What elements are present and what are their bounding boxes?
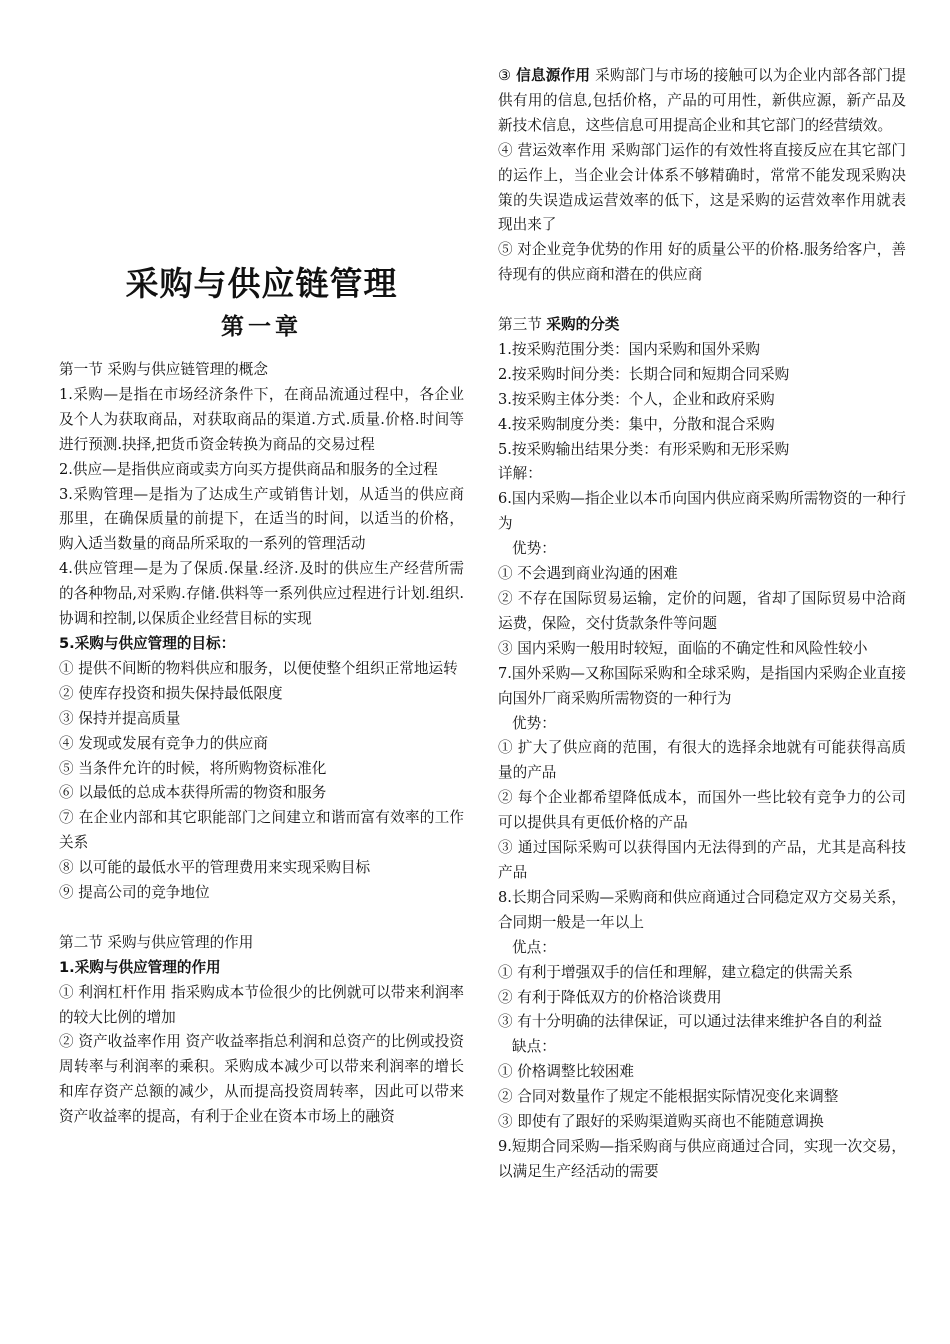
- definition-supply-management: 4.供应管理—是为了保质.保量.经济.及时的供应生产经营所需的各种物品,对采购.存储.供料等一系列供应过程进行计划.组织.协调和控制,以保质企业经营目标的实现: [59, 560, 464, 628]
- list-item: ② 每个企业都希望降低成本，而国外一些比较有竞争力的公司可以提供具有更低价格的产品: [498, 789, 906, 832]
- definition-supply: 2.供应—是指供应商或卖方向买方提供商品和服务的全过程: [59, 460, 438, 478]
- role-profit-leverage: ① 利润杠杆作用 指采购成本节俭很少的比例就可以带来利润率的较大比例的增加: [59, 983, 464, 1026]
- goal-item: ⑨ 提高公司的竞争地位: [59, 884, 210, 902]
- classification-item: 1.按采购范围分类：国内采购和国外采购: [498, 340, 761, 358]
- cons-label: 缺点：: [512, 1038, 556, 1056]
- goals-heading: 5.采购与供应管理的目标：: [59, 634, 236, 652]
- definition-procurement: 1.采购—是指在市场经济条件下，在商品流通过程中，各企业及个人为获取商品，对获取商品的渠道.方式.质量.价格.时间等进行预测.抉择,把货币资金转换为商品的交易过程: [59, 385, 464, 453]
- list-item: ① 不会遇到商业沟通的困难: [498, 565, 678, 583]
- goal-item: ⑦ 在企业内部和其它职能部门之间建立和谐而富有效率的工作关系: [59, 809, 464, 852]
- goal-item: ⑧ 以可能的最低水平的管理费用来实现采购目标: [59, 859, 371, 877]
- role-information-source-label: 信息源作用: [516, 67, 591, 84]
- classification-item: 4.按采购制度分类：集中，分散和混合采购: [498, 415, 775, 433]
- domestic-procurement: 6.国内采购—指企业以本币向国内供应商采购所需物资的一种行为: [498, 490, 906, 533]
- chapter-heading: 第一章: [221, 313, 302, 340]
- right-column: [498, 64, 906, 1185]
- section-3-heading: 第三节 采购的分类: [498, 316, 620, 334]
- classification-item: 5.按采购输出结果分类：有形采购和无形采购: [498, 440, 790, 458]
- list-item: ③ 有十分明确的法律保证，可以通过法律来维护各自的利益: [498, 1013, 883, 1031]
- role-competitive-advantage: ⑤ 对企业竞争优势的作用 好的质量公平的价格.服务给客户，善待现有的供应商和潜在的供应商: [498, 241, 906, 284]
- advantages-label: 优势：: [512, 540, 556, 558]
- section-2-heading: 第二节 采购与供应管理的作用: [59, 933, 254, 951]
- detail-label: 详解：: [498, 465, 542, 483]
- role-operational-efficiency: ④ 营运效率作用 采购部门运作的有效性将直接反应在其它部门的运作上，当企业会计体系不够精确时，常常不能发现采购决策的失误造成运营效率的低下，这是采购的运营效率作用就表现出来了: [498, 141, 906, 234]
- list-item: ③ 国内采购一般用时较短，面临的不确定性和风险性较小: [498, 639, 868, 657]
- goal-item: ⑤ 当条件允许的时候，将所购物资标准化: [59, 759, 327, 777]
- list-item: ① 有利于增强双手的信任和理解，建立稳定的供需关系: [498, 963, 853, 981]
- document-title: 采购与供应链管理: [125, 264, 398, 303]
- goal-item: ④ 发现或发展有竞争力的供应商: [59, 734, 268, 752]
- list-item: ① 扩大了供应商的范围，有很大的选择余地就有可能获得高质量的产品: [498, 739, 906, 782]
- roles-heading: 1.采购与供应管理的作用: [59, 958, 221, 976]
- list-item: ② 有利于降低双方的价格洽谈费用: [498, 988, 722, 1006]
- advantages-label: 优势：: [512, 714, 556, 732]
- pros-label: 优点：: [512, 938, 556, 956]
- classification-item: 3.按采购主体分类：个人，企业和政府采购: [498, 390, 775, 408]
- role-information-source: ③ 信息源作用 采购部门与市场的接触可以为企业内部各部门提供有用的信息,包括价格，产品的可用性，新供应源，新产品及新技术信息，这些信息可用提高企业和其它部门的经营绩效。: [498, 67, 906, 134]
- list-item: ③ 通过国际采购可以获得国内无法得到的产品，尤其是高科技产品: [498, 839, 906, 881]
- list-item: ③ 即使有了跟好的采购渠道购买商也不能随意调换: [498, 1113, 824, 1131]
- list-item: ② 不存在国际贸易运输，定价的问题，省却了国际贸易中洽商运费，保险，交付货款条件等问题: [498, 590, 906, 632]
- definition-procurement-management: 3.采购管理—是指为了达成生产或销售计划，从适当的供应商那里，在确保质量的前提下，在适当的时间，以适当的价格，购入适当数量的商品所采取的一系列的管理活动: [59, 485, 464, 553]
- left-column: [59, 64, 464, 1130]
- goal-item: ③ 保持并提高质量: [59, 709, 181, 727]
- goal-item: ⑥ 以最低的总成本获得所需的物资和服务: [59, 784, 327, 802]
- section-1-heading: 第一节 采购与供应链管理的概念: [59, 361, 268, 378]
- list-item: ① 价格调整比较困难: [498, 1063, 634, 1081]
- classification-item: 2.按采购时间分类：长期合同和短期合同采购: [498, 365, 790, 383]
- short-term-contract: 9.短期合同采购—指采购商与供应商通过合同，实现一次交易，以满足生产经活动的需要: [498, 1137, 906, 1180]
- international-procurement: 7.国外采购—又称国际采购和全球采购，是指国内采购企业直接向国外厂商采购所需物资的一种行为: [498, 664, 906, 707]
- goal-item: ① 提供不间断的物料供应和服务，以便使整个组织正常地运转: [59, 659, 458, 677]
- list-item: ② 合同对数量作了规定不能根据实际情况变化来调整: [498, 1088, 839, 1106]
- goal-item: ② 使库存投资和损失保持最低限度: [59, 684, 283, 702]
- long-term-contract: 8.长期合同采购—采购商和供应商通过合同稳定双方交易关系，合同期一般是一年以上: [498, 888, 906, 931]
- role-return-on-assets: ② 资产收益率作用 资产收益率指总利润和总资产的比例或投资周转率与利润率的乘积。采购成本减少可以带来利润率的增长和库存资产总额的减少，从而提高投资周转率，因此可以带来资产收益率的提高，有利于企业在资本市场上的融资: [59, 1033, 464, 1126]
